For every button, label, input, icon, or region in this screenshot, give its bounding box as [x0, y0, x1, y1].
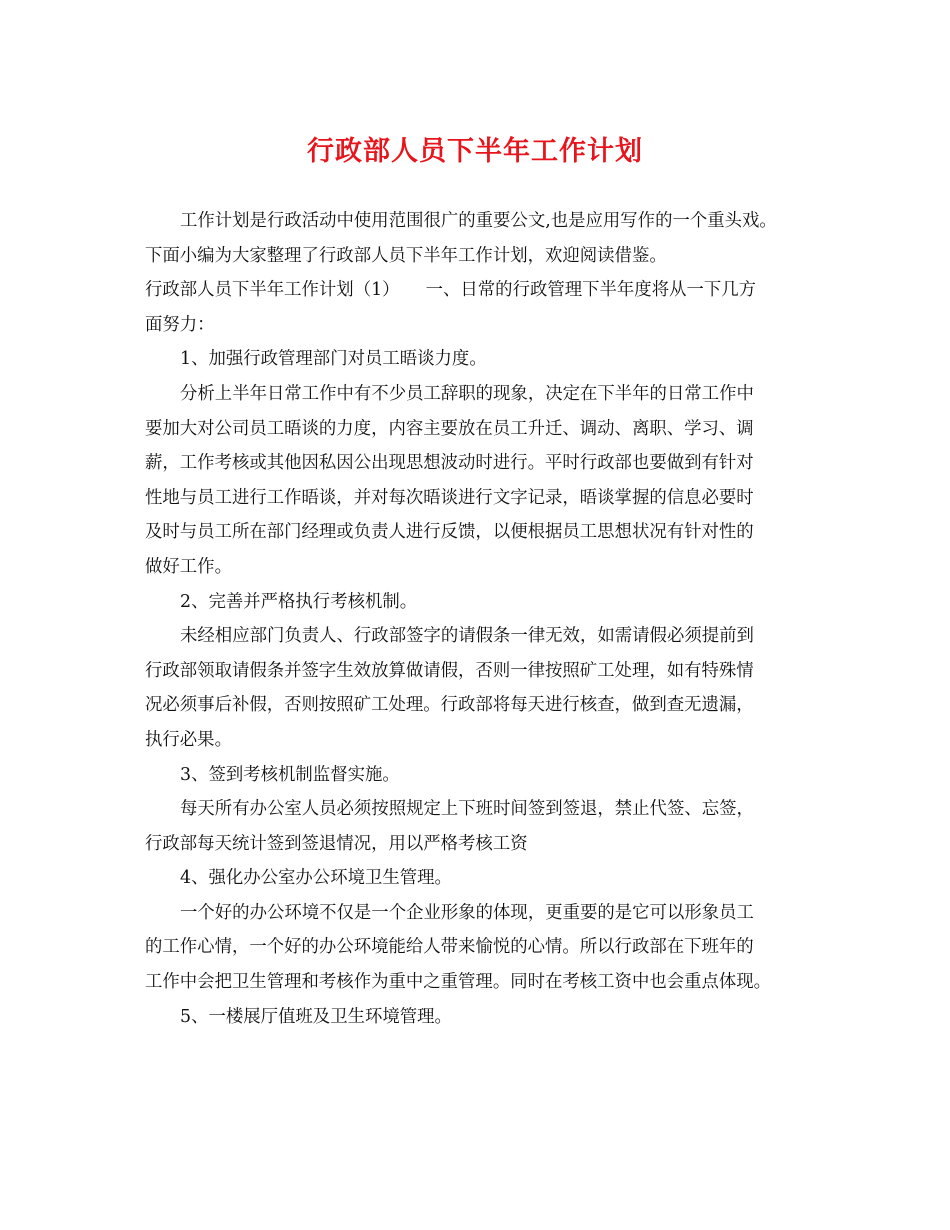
body-line: 面努力： — [145, 314, 215, 335]
body-line: 一个好的办公环境不仅是一个企业形象的体现，更重要的是它可以形象员工 — [180, 902, 754, 923]
body-line: 每天所有办公室人员必须按照规定上下班时间签到签退，禁止代签、忘签， — [180, 799, 754, 820]
body-line: 及时与员工所在部门经理或负责人进行反馈，以便根据员工思想状况有针对性的 — [145, 522, 754, 543]
body-line: 薪，工作考核或其他因私因公出现思想波动时进行。平时行政部也要做到有针对 — [145, 453, 754, 474]
body-line: 的工作心情，一个好的办公环境能给人带来愉悦的心情。所以行政部在下班年的 — [145, 937, 754, 958]
body-line: 未经相应部门负责人、行政部签字的请假条一律无效，如需请假必须提前到 — [180, 626, 754, 647]
body-line: 要加大对公司员工晤谈的力度，内容主要放在员工升迁、调动、离职、学习、调 — [145, 418, 754, 439]
body-line: 行政部人员下半年工作计划（1） 一、日常的行政管理下半年度将从一下几方 — [145, 280, 757, 301]
body-line: 行政部领取请假条并签字生效放算做请假，否则一律按照矿工处理，如有特殊情 — [145, 660, 754, 681]
body-line: 行政部每天统计签到签退情况，用以严格考核工资 — [145, 833, 528, 854]
document-title: 行政部人员下半年工作计划 — [307, 136, 643, 167]
document-body — [145, 204, 825, 1034]
body-line: 工作中会把卫生管理和考核作为重中之重管理。同时在考核工资中也会重点体现。 — [145, 972, 772, 993]
section-heading: 2、完善并严格执行考核机制。 — [180, 591, 418, 612]
body-line: 性地与员工进行工作晤谈，并对每次晤谈进行文字记录，晤谈掌握的信息必要时 — [145, 487, 754, 508]
body-line: 下面小编为大家整理了行政部人员下半年工作计划，欢迎阅读借鉴。 — [145, 245, 667, 266]
section-heading: 5、一楼展厅值班及卫生环境管理。 — [180, 1006, 452, 1027]
body-line: 做好工作。 — [145, 556, 232, 577]
body-line: 工作计划是行政活动中使用范围很广的重要公文,也是应用写作的一个重头戏。 — [180, 211, 777, 231]
section-heading: 1、加强行政管理部门对员工晤谈力度。 — [180, 349, 487, 370]
body-line: 况必须事后补假，否则按照矿工处理。行政部将每天进行核查，做到查无遗漏， — [145, 695, 754, 716]
section-heading: 4、强化办公室办公环境卫生管理。 — [180, 868, 452, 889]
body-line: 分析上半年日常工作中有不少员工辞职的现象，决定在下半年的日常工作中 — [180, 383, 754, 404]
section-heading: 3、签到考核机制监督实施。 — [180, 764, 400, 785]
body-line: 执行必果。 — [145, 729, 232, 750]
